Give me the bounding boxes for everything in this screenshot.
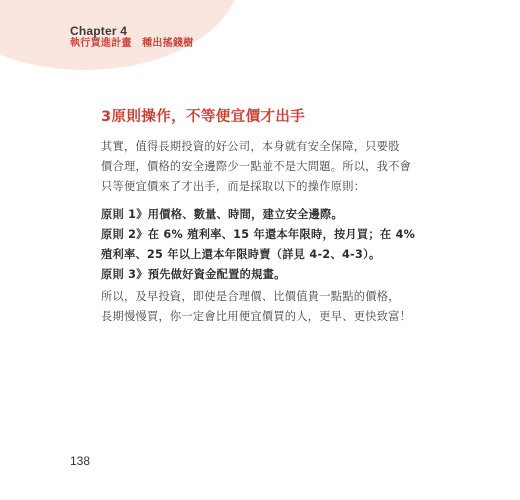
running-head [70, 25, 194, 49]
principle-2 [101, 225, 441, 265]
principle-line: 原則 3》預先做好資金配置的規畫。 [101, 268, 286, 281]
principle-line: 原則 1》用價格、數量、時間，建立安全邊際。 [101, 208, 344, 221]
principle-3 [101, 265, 441, 285]
closing-line: 長期慢慢買，你一定會比用便宜價買的人，更早、更快致富！ [101, 310, 412, 323]
intro-paragraph [101, 137, 441, 197]
principle-line: 殖利率、25 年以上還本年限時賣（詳見 4-2、4-3）。 [101, 248, 381, 261]
chapter-subtitle: 執行買進計畫 種出搖錢樹 [70, 37, 194, 49]
closing-line: 所以，及早投資，即使是合理價、比價值貴一點點的價格， [101, 290, 400, 303]
intro-line: 價合理，價格的安全邊際少一點並不是大問題。所以，我不會 [101, 160, 412, 173]
principle-1 [101, 205, 441, 225]
principles-list [101, 205, 441, 285]
intro-line: 其實，值得長期投資的好公司，本身就有安全保障，只要股 [101, 140, 400, 153]
page-number: 138 [70, 454, 91, 468]
principle-line: 原則 2》在 6% 殖利率、15 年還本年限時，按月買；在 4% [101, 228, 416, 241]
intro-line: 只等便宜價來了才出手，而是採取以下的操作原則： [101, 180, 366, 193]
closing-paragraph [101, 287, 441, 327]
section-title: 3原則操作，不等便宜價才出手 [101, 109, 306, 125]
chapter-label: Chapter 4 [70, 24, 128, 38]
